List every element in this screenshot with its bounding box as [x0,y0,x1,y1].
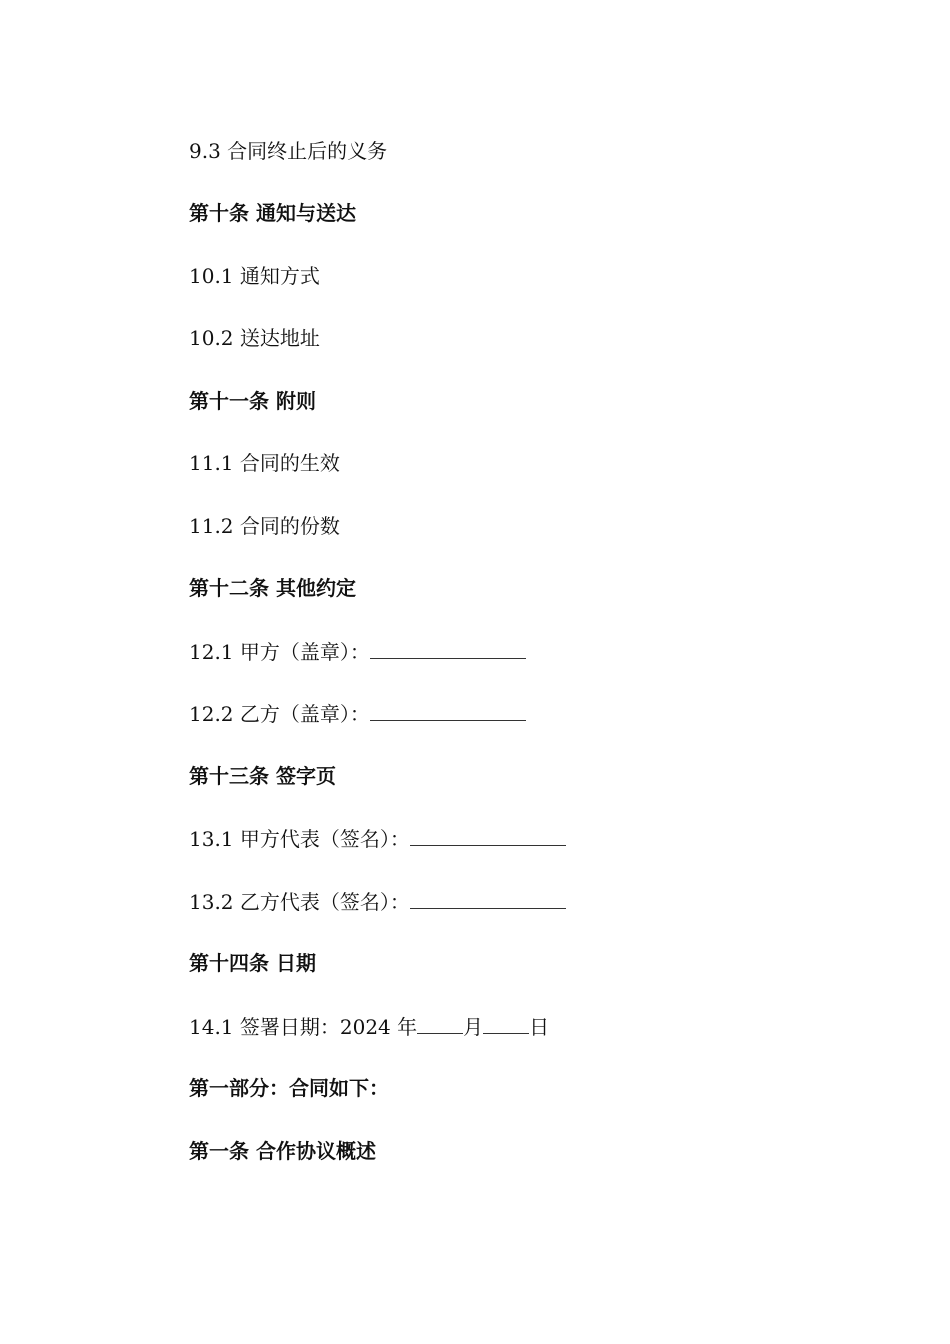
article-12-heading [189,573,356,603]
clause-text: 13.2 乙方代表（签名）： [189,890,410,914]
heading-text: 第十四条 日期 [189,951,316,975]
clause-text: 12.1 甲方（盖章）： [189,640,370,664]
clause-11-1 [189,448,340,478]
article-1-heading [189,1136,376,1166]
month-blank[interactable] [417,1011,463,1034]
clause-text: 10.2 送达地址 [189,326,320,350]
heading-text: 第十一条 附则 [189,389,316,413]
party-b-seal-blank[interactable] [370,698,526,721]
article-11-heading [189,386,316,416]
day-label: 日 [529,1015,550,1039]
clause-12-1 [189,636,526,666]
clause-11-2 [189,511,340,541]
clause-10-2 [189,323,320,353]
clause-text: 11.2 合同的份数 [189,514,340,538]
clause-text: 14.1 签署日期：2024 年 [189,1015,418,1039]
clause-text: 10.1 通知方式 [189,264,320,288]
party-b-signature-blank[interactable] [410,886,566,909]
part-1-heading [189,1073,389,1103]
heading-text: 第一部分：合同如下： [189,1076,389,1100]
clause-text: 12.2 乙方（盖章）： [189,702,370,726]
clause-14-1 [189,1011,549,1041]
day-blank[interactable] [483,1011,529,1034]
clause-9-3 [189,136,387,166]
article-10-heading [189,198,356,228]
clause-13-1 [189,823,566,853]
party-a-seal-blank[interactable] [370,636,526,659]
article-13-heading [189,761,336,791]
party-a-signature-blank[interactable] [410,823,566,846]
heading-text: 第十二条 其他约定 [189,576,356,600]
heading-text: 第十条 通知与送达 [189,201,356,225]
heading-text: 第一条 合作协议概述 [189,1139,376,1163]
clause-text: 13.1 甲方代表（签名）： [189,827,410,851]
clause-text: 9.3 合同终止后的义务 [189,139,388,163]
month-label: 月 [463,1015,484,1039]
clause-text: 11.1 合同的生效 [189,451,340,475]
heading-text: 第十三条 签字页 [189,764,336,788]
clause-12-2 [189,698,526,728]
clause-13-2 [189,886,566,916]
clause-10-1 [189,261,320,291]
article-14-heading [189,948,316,978]
